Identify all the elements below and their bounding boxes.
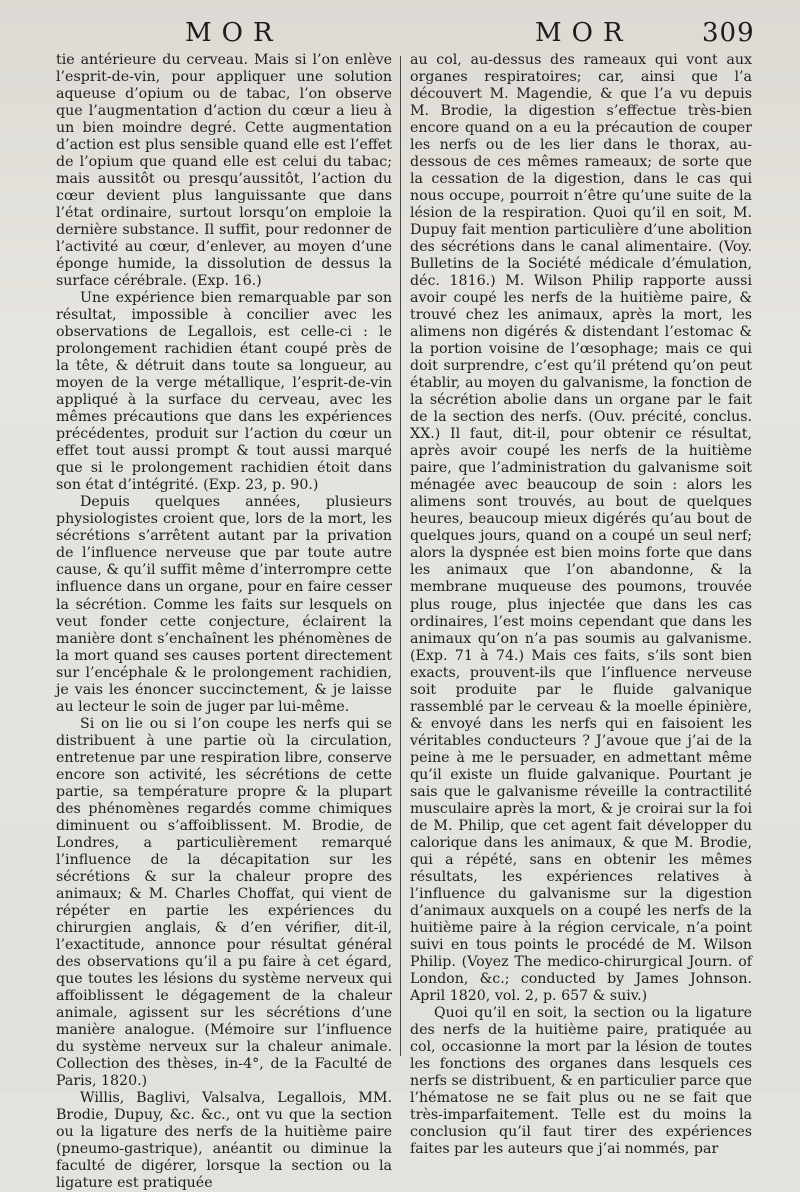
running-header <box>0 14 800 54</box>
page-number: 309 <box>702 18 755 48</box>
paragraph: Une expérience bien remarquable par son résultat, impossible à concilier avec les observations de Legallois, est celle-ci : le prolongement rachidien étant coupé près de la tête, & détruit dans toute sa longueur, au moyen de la verge métallique, l’esprit-de-vin appliqué à la surface du cerveau, avec les mêmes précautions que dans les expériences précédentes, produit sur l’action du cœur un effet tout aussi prompt & tout aussi marqué que si le prolongement rachidien étoit dans son état d’intégrité. (Exp. 23, p. 90.) <box>56 290 392 494</box>
paragraph: Depuis quelques années, plusieurs physiologistes croient que, lors de la mort, les sécrétions s’arrêtent autant par la privation de l’influence nerveuse que par toute autre cause, & qu’il suffit même d’interrompre cette influence dans un organe, pour en faire cesser la sécrétion. Comme les faits sur lesquels on veut fonder cette conjecture, éclairent la manière dont s’enchaînent les phénomènes de la mort quand ses causes portent directement sur l’encéphale & le prolongement rachidien, je vais les énoncer succinctement, & je laisse au lecteur le soin de juger par lui-même. <box>56 494 392 715</box>
paragraph: tie antérieure du cerveau. Mais si l’on enlève l’esprit-de-vin, pour appliquer une solution aqueuse d’opium ou de tabac, l’on observe que l’augmentation d’action du cœur a lieu à un bien moindre degré. Cette augmentation d’action est plus sensible quand elle est l’effet de l’opium que quand elle est celui du tabac; mais aussitôt ou presqu’aussitôt, l’action du cœur devient plus languissante que dans l’état ordinaire, surtout lorsqu’on emploie la dernière substance. Il suffit, pour redonner de l’activité au cœur, d’enlever, au moyen d’une éponge humide, la dissolution de dessus la surface cérébrale. (Exp. 16.) <box>56 52 392 290</box>
header-right: MOR <box>535 18 633 48</box>
paragraph: Si on lie ou si l’on coupe les nerfs qui se distribuent à une partie où la circulation, entretenue par une respiration libre, conserve encore son activité, les sécrétions de cette partie, sa température propre & la plupart des phénomènes regardés comme chimiques diminuent ou s’affoiblissent. M. Brodie, de Londres, a particulièrement remarqué l’influence de la décapitation sur les sécrétions & sur la chaleur propre des animaux; & M. Charles Choffat, qui vient de répéter en partie les expériences du chirurgien anglais, & d’en vérifier, dit-il, l’exactitude, annonce pour résultat général des observations qu’il a pu faire à cet égard, que toutes les lésions du système nerveux qui affoiblissent le dégagement de la chaleur animale, agissent sur les sécrétions d’une manière analogue. (Mémoire sur l’influence du système nerveux sur la chaleur animale. Collection des thèses, in-4°, de la Faculté de Paris, 1820.) <box>56 715 392 1089</box>
paragraph: Willis, Baglivi, Valsalva, Legallois, MM. Brodie, Dupuy, &c. &c., ont vu que la section ou la ligature des nerfs de la huitième paire (pneumo-gastrique), anéantit ou diminue la faculté de digérer, lorsque la section ou la ligature est pratiquée <box>56 1089 392 1192</box>
paragraph: Quoi qu’il en soit, la section ou la ligature des nerfs de la huitième paire, pratiquée au col, occasionne la mort par la lésion de toutes les fonctions des organes dans lesquels ces nerfs se distribuent, & en particulier parce que l’hématose ne se fait plus ou ne se fait que très-imparfaitement. Telle est du moins la conclusion qu’il faut tirer des expériences faites par les auteurs que j’ai nommés, par <box>410 1004 752 1157</box>
header-left: MOR <box>185 18 283 48</box>
right-column <box>410 52 752 1158</box>
column-divider <box>400 56 401 1056</box>
paragraph: au col, au-dessus des rameaux qui vont aux organes respiratoires; car, ainsi que l’a découvert M. Magendie, & que l’a vu depuis M. Brodie, la digestion s’effectue très-bien encore quand on a eu la précaution de couper les nerfs ou de les lier dans le thorax, au-dessous de ces mêmes rameaux; de sorte que la cessation de la digestion, dans le cas qui nous occupe, pourroit n’être qu’une suite de la lésion de la respiration. Quoi qu’il en soit, M. Dupuy fait mention particulière d’une abolition des sécrétions dans le canal alimentaire. (Voy. Bulletins de la Société médicale d’émulation, déc. 1816.) M. Wilson Philip rapporte aussi avoir coupé les nerfs de la huitième paire, & trouvé chez les animaux, après la mort, les alimens non digérés & distendant l’estomac & la portion voisine de l’œsophage; mais ce qui doit surprendre, c’est qu’il prétend qu’on peut établir, au moyen du galvanisme, la fonction de la sécrétion abolie dans un organe par le fait de la section des nerfs. (Ouv. précité, conclus. XX.) Il faut, dit-il, pour obtenir ce résultat, après avoir coupé les nerfs de la huitième paire, que l’administration du galvanisme soit ménagée avec beaucoup de soin : alors les alimens sont trouvés, au bout de quelques heures, beaucoup mieux digérés qu’au bout de quelques jours, quand on a coupé un seul nerf; alors la dyspnée est bien moins forte que dans les animaux que l’on abandonne, & la membrane muqueuse des poumons, trouvée plus rouge, plus injectée que dans les cas ordinaires, l’est moins cependant que dans les animaux qu’on n’a pas soumis au galvanisme. (Exp. 71 à 74.) Mais ces faits, s’ils sont bien exacts, prouvent-ils que l’influence nerveuse soit produite par le fluide galvanique rassemblé par le cerveau & la moelle épinière, & envoyé dans les nerfs qui en faisoient les véritables conducteurs ? J’avoue que j’ai de la peine à me le persuader, en admettant même qu’il existe un fluide galvanique. Pourtant je sais que le galvanisme réveille la contractilité musculaire après la mort, & je croirai sur la foi de M. Philip, que cet agent fait développer du calorique dans les animaux, & que M. Brodie, qui a répété, sans en obtenir les mêmes résultats, les expériences relatives à l’influence du galvanisme sur la digestion d’animaux auxquels on a coupé les nerfs de la huitième paire à la région cervicale, n’a point suivi en tous points le procédé de M. Wilson Philip. (Voyez The medico-chirurgical Journ. of London, &c.; conducted by James Johnson. April 1820, vol. 2, p. 657 & suiv.) <box>410 52 752 1004</box>
left-column <box>56 52 392 1192</box>
